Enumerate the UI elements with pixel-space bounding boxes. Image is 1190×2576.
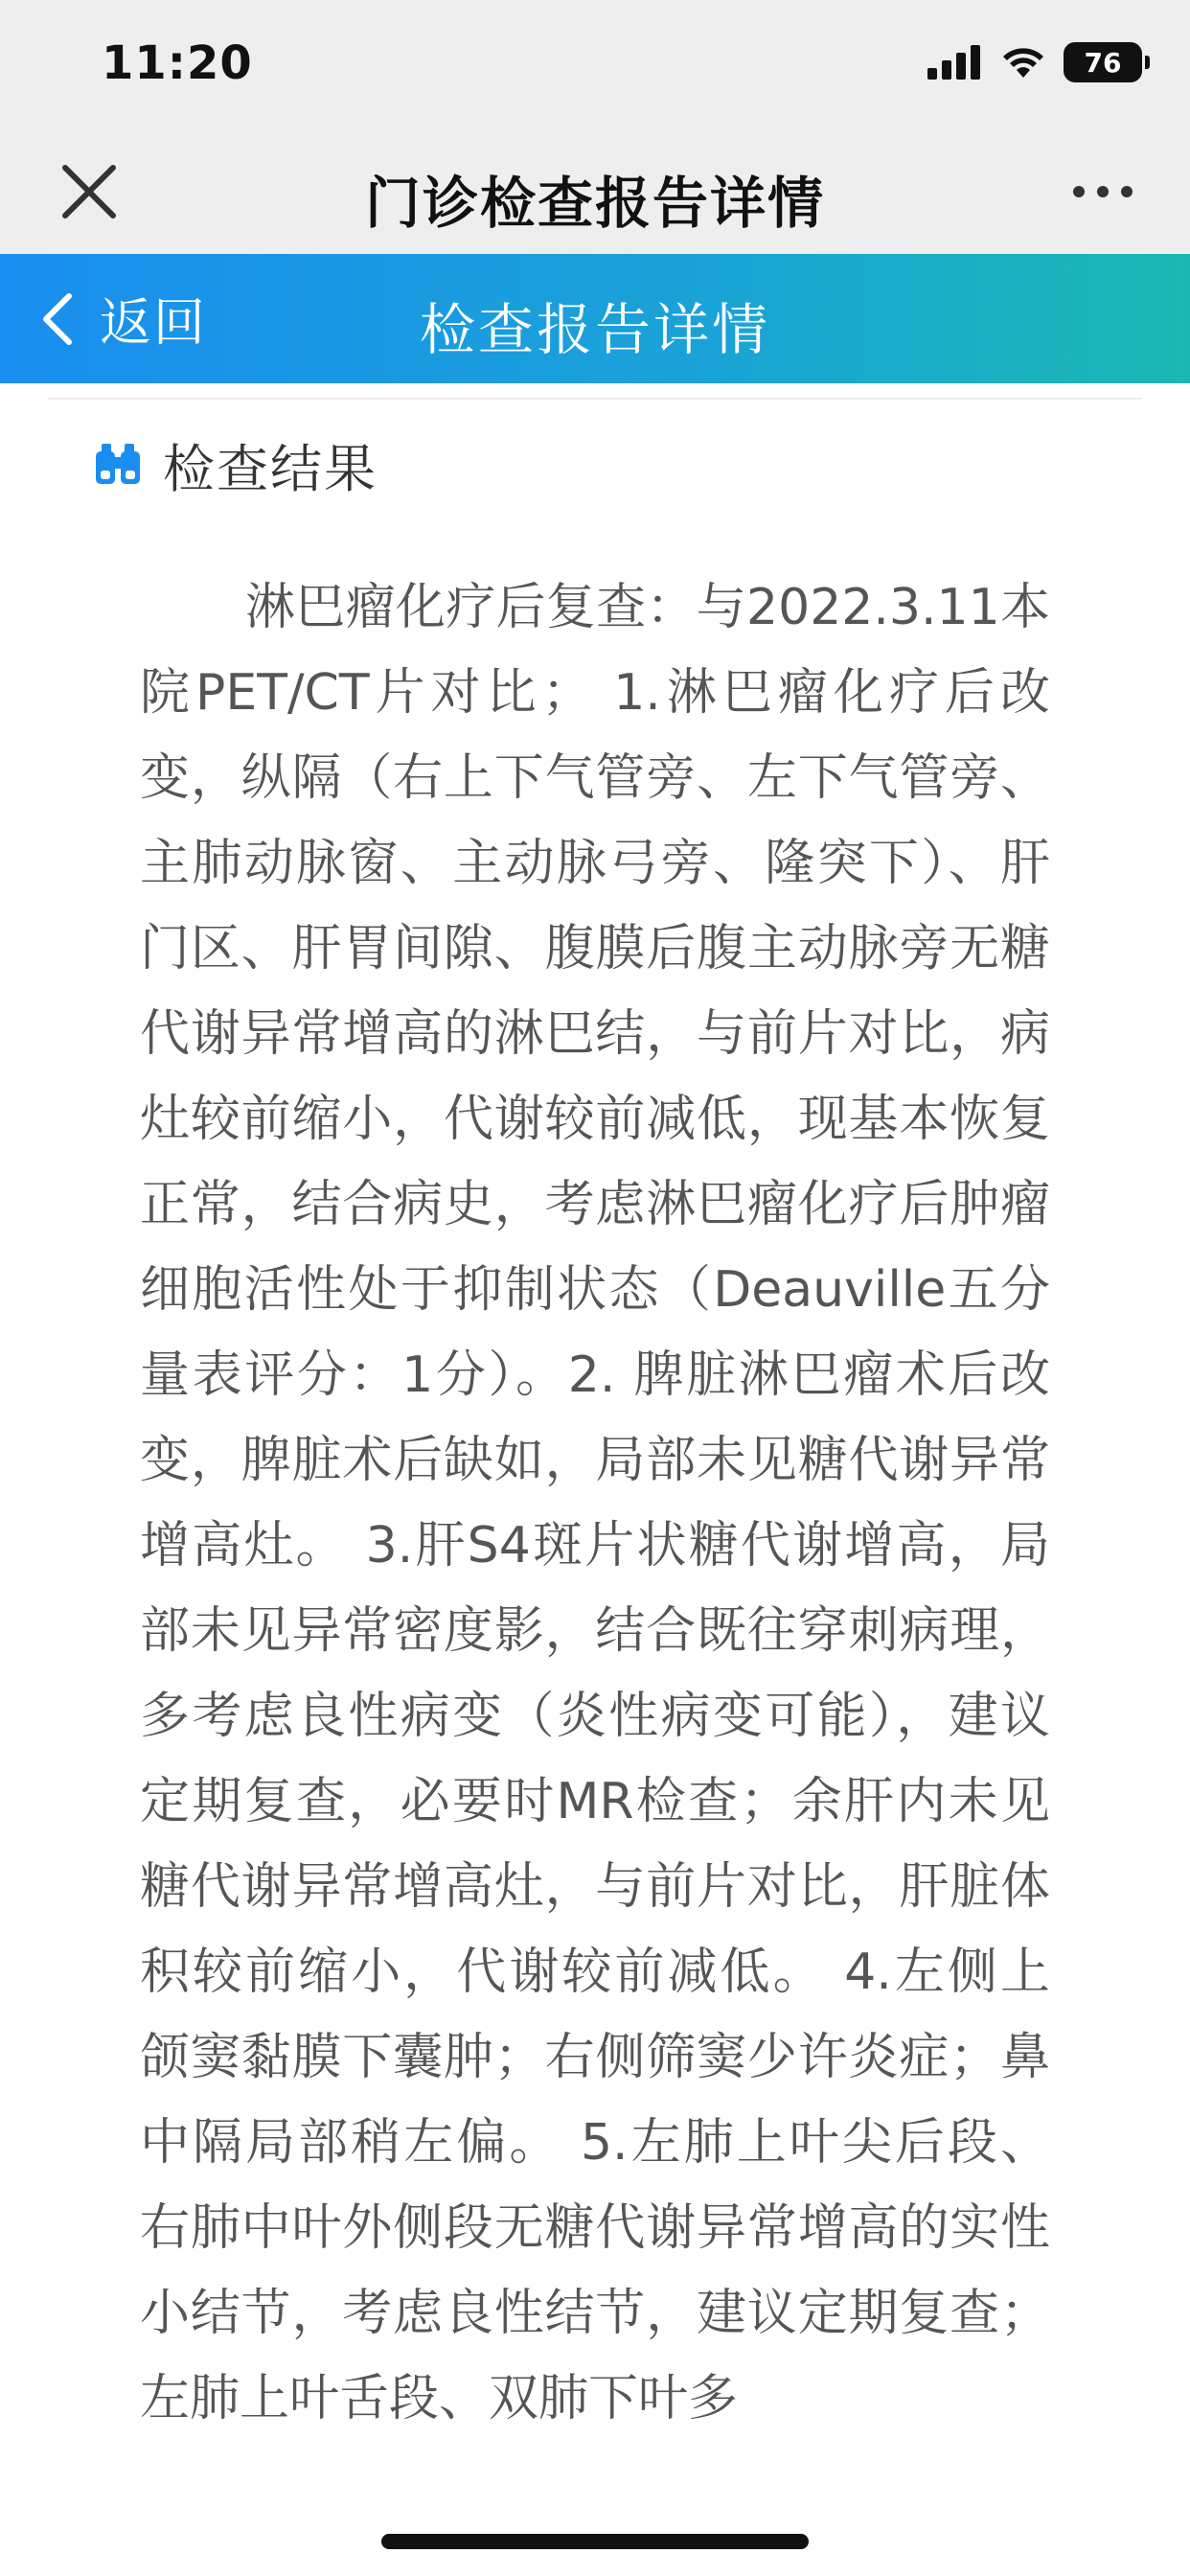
wifi-icon bbox=[1000, 45, 1046, 80]
status-bar bbox=[0, 0, 1190, 129]
section-header bbox=[92, 431, 378, 498]
page-title: 检查报告详情 bbox=[419, 297, 770, 362]
battery-icon bbox=[1064, 42, 1142, 82]
home-indicator bbox=[381, 2534, 809, 2549]
nav-bar bbox=[0, 129, 1190, 254]
back-label: 返回 bbox=[100, 292, 207, 353]
status-icons bbox=[927, 38, 1142, 86]
binoculars-icon bbox=[92, 442, 144, 488]
signal-icon bbox=[927, 45, 983, 80]
status-time: 11:20 bbox=[102, 36, 253, 90]
more-icon[interactable] bbox=[1069, 168, 1136, 216]
battery-level: 76 bbox=[1084, 46, 1122, 79]
report-text: 淋巴瘤化疗后复查：与2022.3.11本院PET/CT片对比； 1.淋巴瘤化疗后改变，纵隔（右上下气管旁、左下气管旁、主肺动脉窗、主动脉弓旁、隆突下）、肝门区、肝胃间隙、腹膜后腹主动脉旁无糖代谢异常增高的淋巴结，与前片对比，病灶较前缩小，代谢较前减低，现基本恢复正常，结合病史，考虑淋巴瘤化疗后肿瘤细胞活性处于抑制状态（Deauville五分量表评分：1分）。2. 脾脏淋巴瘤术后改变，脾脏术后缺如，局部未见糖代谢异常增高灶。 3.肝S4斑片状糖代谢增高，局部未见异常密度影，结合既往穿刺病理，多考虑良性病变（炎性病变可能），建议定期复查，必要时MR检查；余肝内未见糖代谢异常增高灶，与前片对比，肝脏体积较前缩小，代谢较前减低。 4.左侧上颌窦黏膜下囊肿；右侧筛窦少许炎症；鼻中隔局部稍左偏。 5.左肺上叶尖后段、右肺中叶外侧段无糖代谢异常增高的实性小结节，考虑良性结节，建议定期复查；左肺上叶舌段、双肺下叶多 bbox=[140, 579, 1050, 2427]
page-header bbox=[0, 254, 1190, 383]
nav-title: 门诊检查报告详情 bbox=[364, 171, 825, 236]
divider bbox=[48, 398, 1142, 400]
section-title: 检查结果 bbox=[163, 438, 378, 499]
